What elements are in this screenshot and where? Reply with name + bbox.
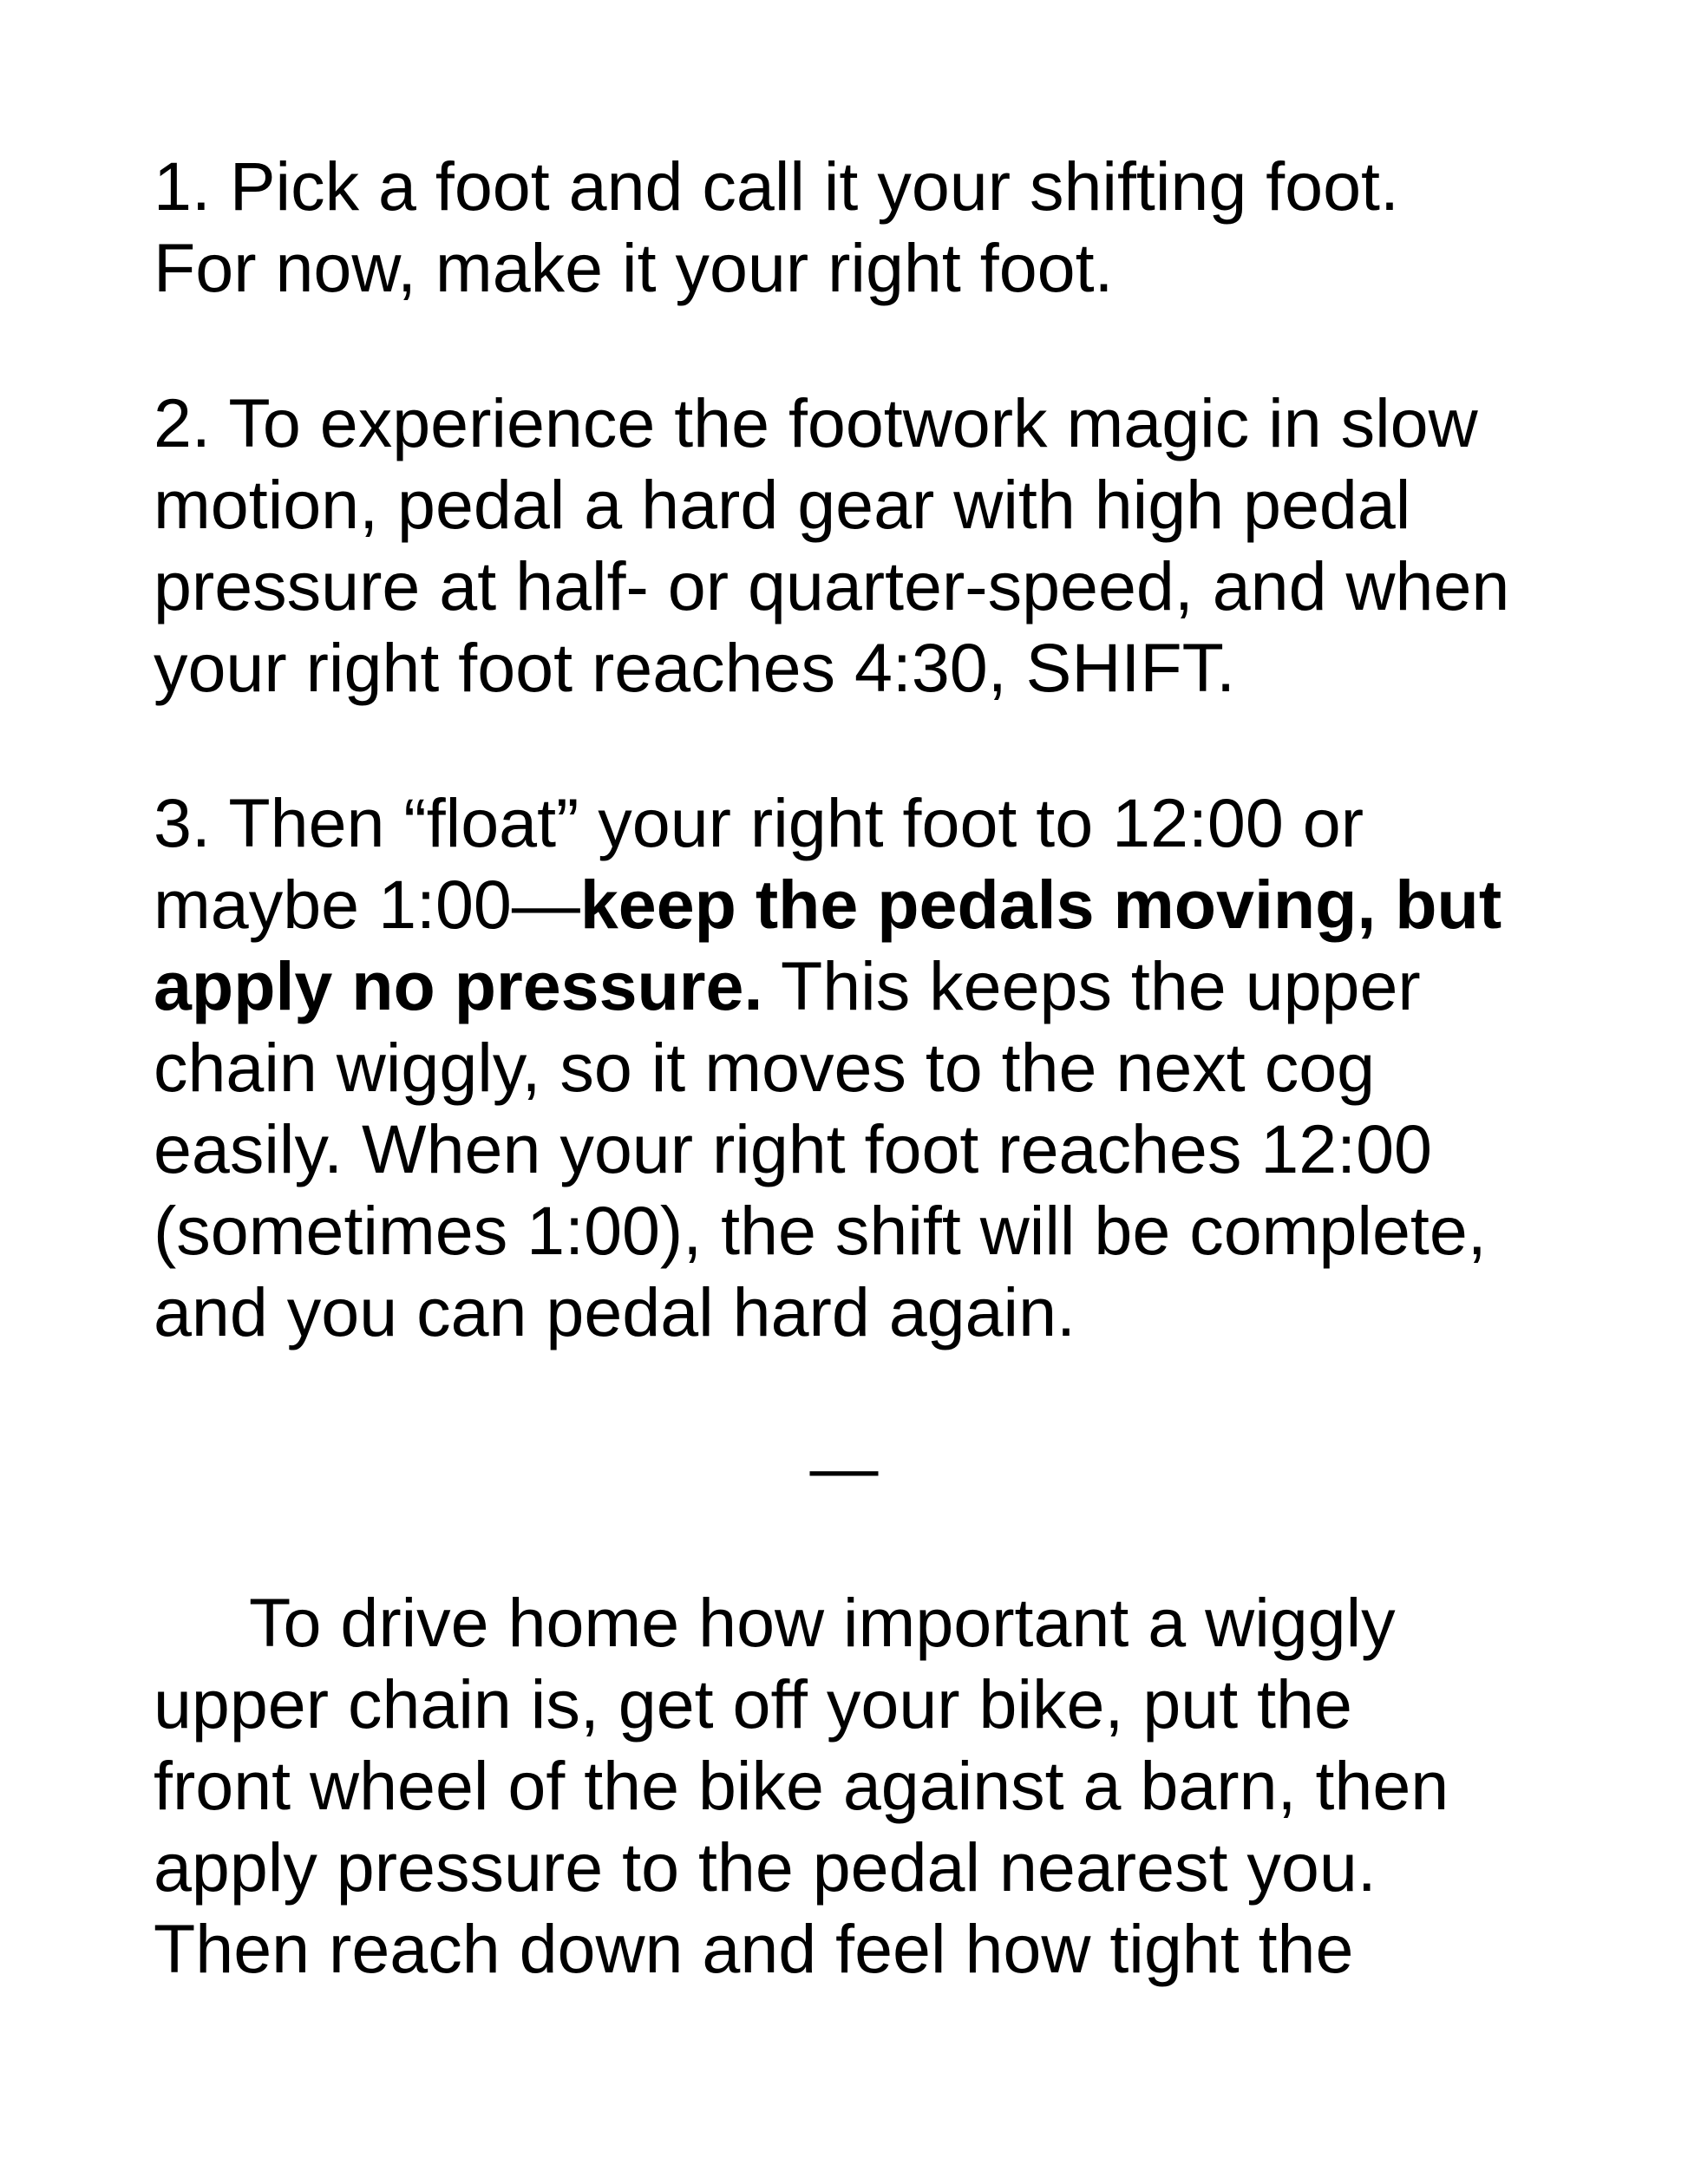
text-run: apply pressure to the pedal nearest you. — [154, 1828, 1377, 1906]
text-line — [154, 1027, 1534, 1108]
text-run: 1. Pick a foot and call it your shifting foot. — [154, 147, 1399, 225]
text-line — [154, 627, 1534, 709]
step-1-paragraph — [154, 146, 1534, 309]
step-2-paragraph — [154, 383, 1534, 709]
text-line — [154, 1108, 1534, 1190]
text-run: maybe 1:00— — [154, 866, 580, 943]
text-line — [154, 945, 1534, 1027]
text-line — [154, 464, 1534, 546]
text-run: To drive home how important a wiggly — [249, 1584, 1396, 1661]
text-run: (sometimes 1:00), the shift will be complete, — [154, 1192, 1487, 1269]
text-line — [154, 1827, 1534, 1908]
bold-text-run: apply no pressure. — [154, 947, 763, 1024]
text-run: 3. Then “float” your right foot to 12:00 or — [154, 784, 1364, 861]
text-run: easily. When your right foot reaches 12:00 — [154, 1110, 1432, 1187]
text-line — [154, 1664, 1534, 1745]
text-run: motion, pedal a hard gear with high pedal — [154, 466, 1411, 543]
text-line — [154, 1908, 1534, 1990]
text-run: Then reach down and feel how tight the — [154, 1910, 1354, 1987]
text-line — [154, 383, 1534, 464]
text-run: pressure at half- or quarter-speed, and when — [154, 547, 1510, 624]
text-line — [154, 782, 1534, 864]
text-run: chain wiggly, so it moves to the next cog — [154, 1029, 1376, 1106]
page-text-column — [154, 146, 1534, 1990]
section-divider-dash: — — [809, 1429, 879, 1506]
text-run: front wheel of the bike against a barn, then — [154, 1747, 1449, 1824]
text-run: 2. To experience the footwork magic in slow — [154, 384, 1478, 461]
text-line — [154, 1745, 1534, 1827]
text-line — [154, 546, 1534, 627]
text-run: This keeps the upper — [762, 947, 1421, 1024]
text-line — [154, 1582, 1534, 1664]
step-3-paragraph — [154, 782, 1534, 1353]
closing-paragraph — [154, 1582, 1534, 1990]
text-run: For now, make it your right foot. — [154, 229, 1114, 306]
text-run: your right foot reaches 4:30, SHIFT. — [154, 629, 1236, 706]
text-line — [154, 146, 1534, 227]
text-run: upper chain is, get off your bike, put the — [154, 1665, 1352, 1743]
text-run: and you can pedal hard again. — [154, 1273, 1076, 1350]
text-line — [154, 1190, 1534, 1272]
text-line — [154, 227, 1534, 309]
bold-text-run: keep the pedals moving, but — [579, 866, 1502, 943]
text-line — [154, 1272, 1534, 1353]
text-line — [154, 864, 1534, 945]
